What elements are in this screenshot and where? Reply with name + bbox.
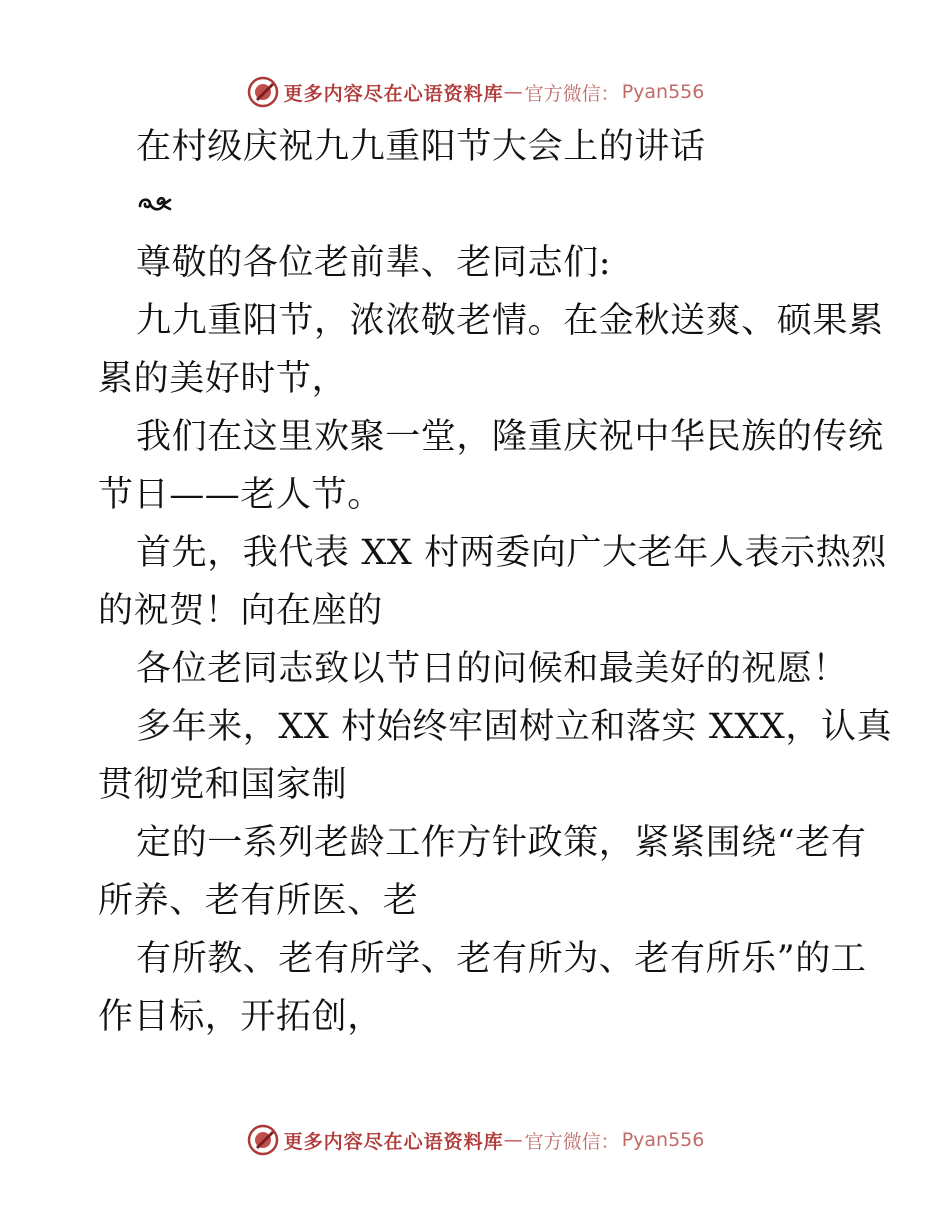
document-line: 九九重阳节，浓浓敬老情。在金秋送爽、硕果累: [136, 301, 884, 341]
document-lines: [98, 234, 893, 1046]
ornament-icon: [98, 176, 858, 234]
header-brand-text: 更多内容尽在心语资料库: [283, 82, 504, 105]
footer-banner: [0, 1120, 950, 1160]
document-line: 贯彻党和国家制: [98, 765, 348, 805]
header-banner: [0, 72, 950, 112]
pen-logo-icon: [246, 75, 280, 109]
document-line: 多年来，XX 村始终牢固树立和落实 XXX，认真: [136, 707, 893, 747]
footer-brand-text: 更多内容尽在心语资料库: [283, 1130, 504, 1153]
pen-logo-icon: [246, 1123, 280, 1157]
document-line: 的祝贺！向在座的: [98, 591, 383, 631]
document-line: 定的一系列老龄工作方针政策，紧紧围绕“老有: [136, 823, 867, 863]
document-line: 所养、老有所医、老: [98, 881, 419, 921]
document-line: 作目标，开拓创，: [98, 997, 383, 1037]
header-wechat-label: 官方微信：: [524, 82, 620, 105]
footer-wechat-id: Pyan556: [621, 1129, 705, 1151]
document-line: 首先，我代表 XX 村两委向广大老年人表示热烈: [136, 533, 887, 573]
header-wechat-id: Pyan556: [621, 81, 705, 103]
document-line: 我们在这里欢聚一堂，隆重庆祝中华民族的传统: [136, 417, 884, 457]
document-title: 在村级庆祝九九重阳节大会上的讲话: [136, 127, 706, 167]
header-dash: —: [503, 81, 523, 103]
document-line: 有所教、老有所学、老有所为、老有所乐”的工: [136, 939, 867, 979]
footer-dash: —: [503, 1129, 523, 1151]
document-line: 尊敬的各位老前辈、老同志们:: [136, 243, 612, 283]
footer-wechat-label: 官方微信：: [524, 1130, 620, 1153]
document-line: 累的美好时节，: [98, 359, 348, 399]
document-body: [98, 118, 893, 1046]
document-line: 各位老同志致以节日的问候和最美好的祝愿！: [136, 649, 849, 689]
document-line: 节日——老人节。: [98, 475, 383, 515]
